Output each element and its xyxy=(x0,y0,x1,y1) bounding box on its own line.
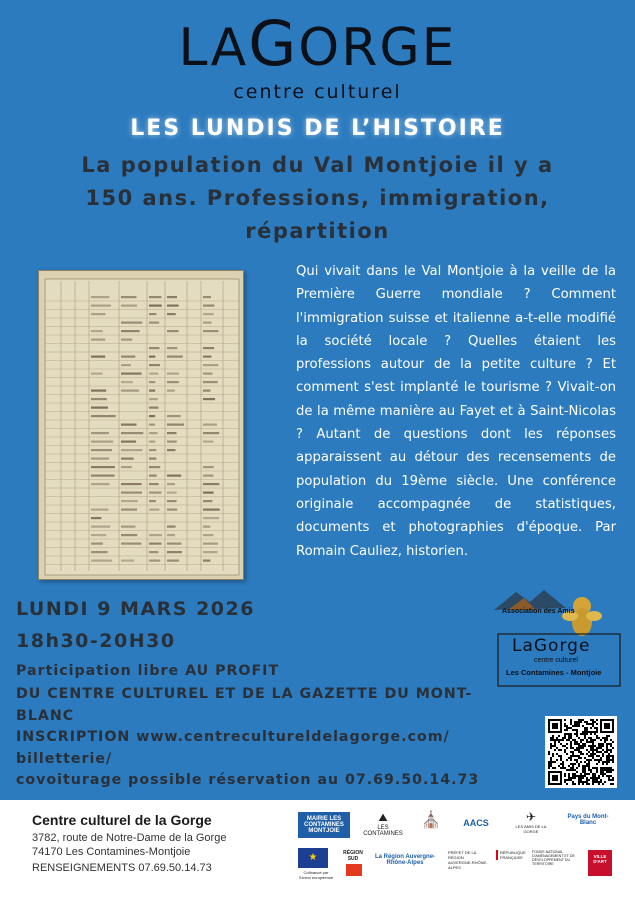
lagorge-logo xyxy=(0,7,635,80)
mountain-icon: ⛰ xyxy=(378,812,388,824)
logo-text-orge: ORGE xyxy=(298,18,457,78)
republique-logo: RÉPUBLIQUE FRANÇAISE xyxy=(496,850,524,860)
region-sud-flag xyxy=(346,864,362,876)
assoc-place: Les Contamines - Montjoie xyxy=(506,668,602,677)
inscription-line-1[interactable]: INSCRIPTION www.centrecultureldelagorge.com/ xyxy=(16,729,450,745)
amis-icon: ✈ xyxy=(525,810,537,824)
fonds-logo: FONDS NATIONAL D'AMÉNAGEMENT ET DE DÉVELOPPEMENT DU TERRITOIRE xyxy=(532,850,575,866)
logo-text-g: G xyxy=(248,7,299,80)
region-sud-logo: RÉGION SUD xyxy=(343,850,363,862)
title-line-3: répartition xyxy=(245,219,390,243)
census-register-illustration xyxy=(39,271,244,580)
assoc-sub: centre culturel xyxy=(534,657,578,664)
footer-org-name: Centre culturel de la Gorge xyxy=(32,812,212,828)
qr-code-pattern xyxy=(548,719,614,785)
prefet-logo: PRÉFET DE LA RÉGION AUVERGNE-RHÔNE-ALPES xyxy=(448,850,488,870)
assoc-top-text: Association des Amis xyxy=(502,608,575,615)
contamines-label: LES CONTAMINES xyxy=(363,825,403,837)
assoc-name: LaGorge xyxy=(512,636,591,656)
amis-logo xyxy=(514,810,548,838)
paysmb-logo: Pays du Mont-Blanc xyxy=(567,814,609,826)
title-line-1: La population du Val Montjoie il y a xyxy=(81,153,554,177)
association-logo xyxy=(494,588,624,688)
amis-label: LES AMIS DE LA GORGE xyxy=(515,824,547,834)
ville-art-logo: VILLE D'ART xyxy=(588,850,612,876)
participation-line-1: Participation libre AU PROFIT xyxy=(16,663,280,679)
church-logo: ⛪ xyxy=(421,812,441,829)
logo-subtitle: centre culturel xyxy=(233,81,402,103)
series-title: LES LUNDIS DE L’HISTOIRE xyxy=(130,116,505,141)
inscription-line-2[interactable]: billetterie/ xyxy=(16,751,113,767)
aacs-logo: AACS xyxy=(463,818,489,828)
eu-label: Cofinancé par l'Union européenne xyxy=(298,870,334,880)
participation-line-2: DU CENTRE CULTUREL ET DE LA GAZETTE DU MONT- xyxy=(16,686,473,702)
footer-address-1: 3782, route de Notre-Dame de la Gorge xyxy=(32,832,227,844)
covoiturage-line: covoiturage possible réservation au 07.69.50.14.73 xyxy=(16,772,480,788)
census-document-image xyxy=(38,270,244,580)
footer-address-2: 74170 Les Contamines-Montjoie xyxy=(32,846,191,858)
logo-text-la: LA xyxy=(178,18,249,78)
title-line-2: 150 ans. Professions, immigration, xyxy=(85,186,550,210)
qr-code[interactable] xyxy=(545,716,617,788)
event-title xyxy=(10,149,625,248)
contamines-logo xyxy=(360,812,406,838)
mairie-logo: MAIRIE LES CONTAMINES MONTJOIE xyxy=(298,812,350,838)
sponsor-logos xyxy=(298,806,618,894)
eu-flag: ★ xyxy=(298,848,328,868)
event-description: Qui vivait dans le Val Montjoie à la veille de la Première Guerre mondiale ? Comment l'immigration suisse et italienne a-t-elle modifié la société locale ? Quelles étaient les professions autour de la petite culture ? Et comment s'est implanté le tourisme ? Vivait-on de la même manière au Fayet et à Saint-Nicolas ? Autant de questions dont les réponses apparaissent au détour des recensements de population du 19ème siècle. Une conférence originale accompagnée de statistiques, documents et photographies d'époque. Par Romain Cauliez, historien. xyxy=(296,264,616,559)
event-time: 18h30-20H30 xyxy=(16,630,176,652)
event-date: LUNDI 9 MARS 2026 xyxy=(16,598,255,620)
footer-phone: RENSEIGNEMENTS 07.69.50.14.73 xyxy=(32,862,212,874)
participation-line-3: BLANC xyxy=(16,708,75,724)
la-region-logo: La Région Auvergne-Rhône-Alpes xyxy=(374,854,436,866)
